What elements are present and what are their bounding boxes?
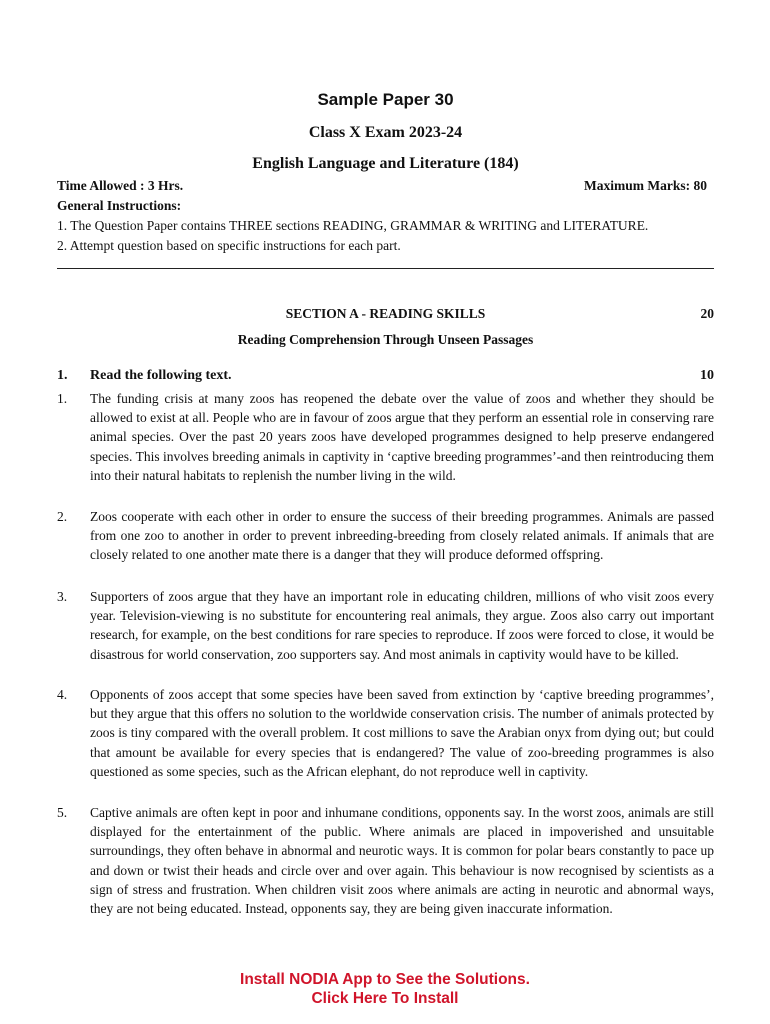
install-link[interactable]: Click Here To Install — [311, 990, 459, 1007]
promo-banner[interactable] — [0, 970, 770, 1008]
paragraph-text: The funding crisis at many zoos has reopened the debate over the value of zoos and whether they should be allowed to exist at all. People who are in favour of zoos argue that they perform an essential role in conserving rare animal species. Over the past 20 years zoos have developed programmes designed to help preserve endangered species. This involves breeding animals in captivity in ‘captive breeding programmes’-and then reintroducing them into their natural habitats to replenish the number living in the wild. — [90, 391, 714, 483]
general-instructions-heading: General Instructions: — [57, 198, 182, 213]
section-subtitle: Reading Comprehension Through Unseen Passages — [237, 332, 534, 347]
paper-title: Sample Paper 30 — [317, 90, 454, 109]
passage-paragraph — [57, 587, 714, 664]
passage-paragraph — [57, 389, 714, 485]
maximum-marks: Maximum Marks: 80 — [584, 178, 707, 193]
time-allowed: Time Allowed : 3 Hrs. — [57, 178, 184, 193]
section-title: SECTION A - READING SKILLS — [285, 306, 486, 321]
question-number: 1. — [57, 368, 68, 383]
class-line: Class X Exam 2023-24 — [308, 124, 463, 141]
subject-line: English Language and Literature (184) — [252, 155, 519, 172]
paragraph-number: 3. — [57, 589, 68, 604]
instruction-item: 2. Attempt question based on specific instructions for each part. — [57, 238, 401, 253]
passage-paragraph — [57, 685, 714, 781]
paragraph-text: Opponents of zoos accept that some species have been saved from extinction by ‘captive breeding programmes’, but they argue that this offers no solution to the worldwide conservation crisis. The number of animals protected by zoos is tiny compared with the overall problem. It cost millions to save the Arabian onyx from dying out; but could that amount be available for every species that is endangered? The value of zoo-breeding programmes is also questioned as some species, such as the African elephant, do not reproduce well in captivity. — [90, 687, 714, 779]
promo-line[interactable]: Install NODIA App to See the Solutions. — [240, 971, 530, 988]
paragraph-number: 4. — [57, 687, 68, 702]
passage-paragraph — [57, 507, 714, 565]
paragraph-number: 5. — [57, 805, 68, 820]
divider — [57, 268, 714, 269]
meta-row — [57, 178, 714, 194]
paragraph-number: 2. — [57, 509, 68, 524]
section-marks: 20 — [700, 306, 714, 321]
paragraph-text: Captive animals are often kept in poor and inhumane conditions, opponents say. In the worst zoos, animals are still displayed for the entertainment of the public. Where animals are placed in impoverished and unsuitable surroundings, they often behave in abnormal and neurotic ways. It is common for polar bears constantly to pace up and down or twist their heads and circle over and over again. This behaviour is now recognised by scientists as a sign of stress and frustration. When children visit zoos where animals are acting in neurotic and abnormal ways, they are not being educated. Instead, opponents say, they are being given inaccurate information. — [90, 805, 714, 917]
paragraph-number: 1. — [57, 391, 68, 406]
passage-paragraph — [57, 803, 714, 918]
paragraph-text: Zoos cooperate with each other in order to ensure the success of their breeding programmes. Animals are passed from one zoo to another in order to prevent inbreeding-breeding from closely related animals. If animals that are closely related to one another mate there is a danger that they will produce deformed offspring. — [90, 509, 714, 563]
question-text: Read the following text. — [90, 368, 232, 383]
instruction-item: 1. The Question Paper contains THREE sections READING, GRAMMAR & WRITING and LITERATURE. — [57, 218, 649, 233]
paragraph-text: Supporters of zoos argue that they have an important role in educating children, millions of who visit zoos every year. Television-viewing is no substitute for encountering real animals, they argue. Zoos also carry out important research, for example, on the best conditions for rare species to reproduce. If zoos were forced to close, it would be disastrous for world conservation, zoo supporters say. And most animals in captivity would have to be killed. — [90, 589, 714, 662]
question-marks: 10 — [700, 368, 714, 383]
